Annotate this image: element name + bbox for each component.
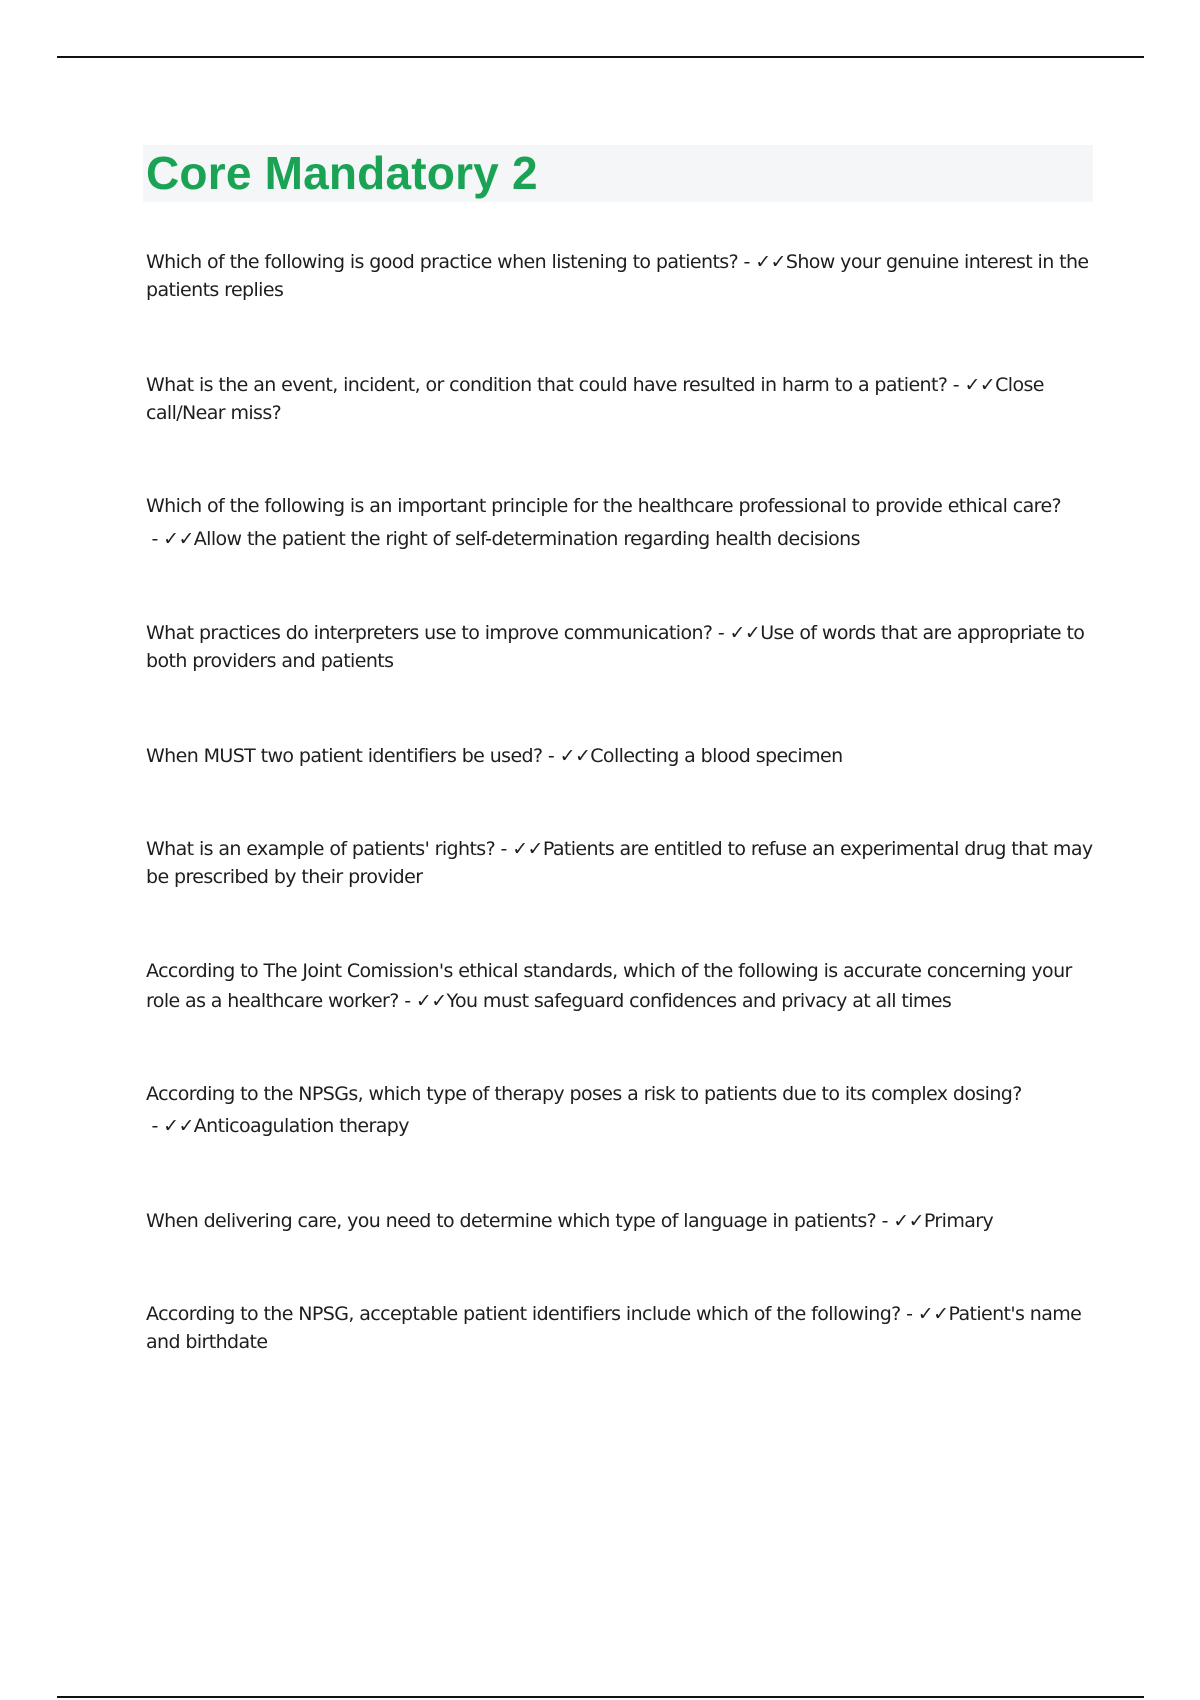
qa-item [146, 835, 1096, 891]
separator: - [900, 1303, 918, 1325]
answer-text: Allow the patient the right of self-determination regarding health decisions [193, 528, 860, 550]
answer-text: Close call/Near miss? [146, 374, 1044, 424]
check-icon: ✓✓ [917, 1303, 949, 1325]
separator: - [495, 838, 513, 860]
check-icon: ✓✓ [893, 1210, 924, 1232]
question-text: What is the an event, incident, or condition that could have resulted in harm to a patient? [146, 374, 948, 396]
separator: - [876, 1210, 894, 1232]
check-icon: ✓✓ [163, 528, 194, 550]
check-icon: ✓✓ [559, 745, 591, 767]
qa-item [146, 742, 1096, 770]
separator: - [947, 374, 965, 396]
question-text: Which of the following is an important principle for the healthcare professional to provide ethical care? [146, 495, 1062, 517]
qa-item [146, 248, 1096, 304]
separator: - [146, 528, 164, 550]
separator: - [712, 622, 730, 644]
answer-text: Collecting a blood specimen [590, 745, 843, 767]
bottom-rule [57, 1696, 1144, 1698]
check-icon: ✓✓ [163, 1115, 194, 1137]
answer-text: You must safeguard confidences and privacy at all times [446, 990, 952, 1012]
question-text: According to the NPSGs, which type of therapy poses a risk to patients due to its complex dosing? [146, 1083, 1022, 1105]
check-icon: ✓✓ [729, 622, 761, 644]
answer-text: Anticoagulation therapy [193, 1115, 409, 1137]
check-icon: ✓✓ [415, 990, 447, 1012]
answer-text: Patients are entitled to refuse an experimental drug that may be prescribed by their provider [146, 838, 1093, 888]
question-text: What practices do interpreters use to improve communication? [146, 622, 713, 644]
answer-text: Primary [923, 1210, 994, 1232]
check-icon: ✓✓ [512, 838, 543, 860]
question-text: According to The Joint Comission's ethical standards, which of the following is accurate concerning your role as a healthcare worker? [146, 960, 1072, 1012]
qa-item [146, 956, 1096, 1016]
separator: - [146, 1115, 164, 1137]
document-title: Core Mandatory 2 [146, 147, 538, 199]
answer-text: Use of words that are appropriate to both providers and patients [146, 622, 1085, 672]
top-rule [57, 56, 1144, 58]
qa-item [146, 1300, 1096, 1356]
separator: - [542, 745, 560, 767]
answer-text: Show your genuine interest in the patients replies [146, 251, 1089, 301]
qa-item [146, 490, 1096, 556]
check-icon: ✓✓ [964, 374, 996, 396]
qa-item [146, 1078, 1096, 1142]
question-text: According to the NPSG, acceptable patient identifiers include which of the following? [146, 1303, 901, 1325]
question-text: When delivering care, you need to determine which type of language in patients? [146, 1210, 877, 1232]
separator: - [738, 251, 756, 273]
question-text: What is an example of patients' rights? [146, 838, 496, 860]
question-text: Which of the following is good practice when listening to patients? [146, 251, 739, 273]
qa-item [146, 619, 1096, 675]
question-text: When MUST two patient identifiers be used? [146, 745, 543, 767]
answer-text: Patient's name and birthdate [146, 1303, 1082, 1353]
qa-item [146, 371, 1096, 427]
check-icon: ✓✓ [755, 251, 786, 273]
separator: - [398, 990, 416, 1012]
qa-item [146, 1207, 1096, 1235]
